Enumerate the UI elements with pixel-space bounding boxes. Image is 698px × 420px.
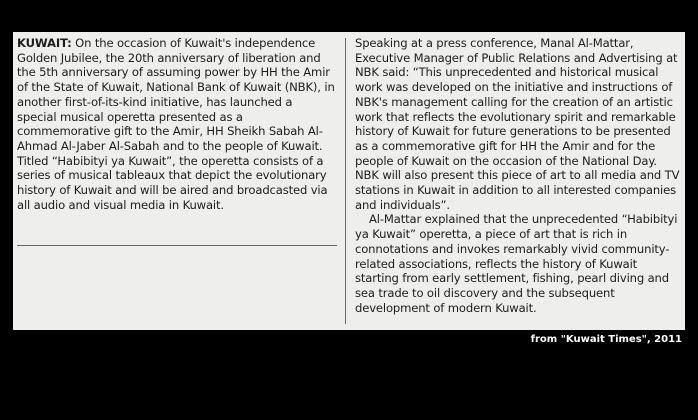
article-left-column xyxy=(17,36,335,212)
article-lead-text: On the occasion of Kuwait's independence Golden Jubilee, the 20th anniversary of liberation and the 5th anniversary of assuming power by HH the Amir of the State of Kuwait, National Bank of Kuwait (NBK), in another first-of-its-kind initiative, has launched a special musical operetta presented as a commemorative gift to the Amir, HH Sheikh Sabah Al-Ahmad Al-Jaber Al-Sabah and to the people of Kuwait. Titled “Habibityi ya Kuwait”, the operetta consists of a series of musical tableaux that depict the evolutionary history of Kuwait and will be aired and broadcasted via all audio and visual media in Kuwait. xyxy=(17,36,335,212)
article-dateline: KUWAIT: xyxy=(17,36,72,50)
article-lead-paragraph xyxy=(17,36,335,212)
source-caption: from "Kuwait Times", 2011 xyxy=(530,334,682,345)
article-right-column xyxy=(355,36,681,315)
column-end-rule xyxy=(17,245,337,246)
article-paragraph-quote: Speaking at a press conference, Manal Al-Mattar, Executive Manager of Public Relations and Advertising at NBK said: “This unprecedented and historical musical work was developed on the initiative and instructions of NBK's management calling for the creation of an artistic work that reflects the evolutionary spirit and remarkable history of Kuwait for future generations to be presented as a commemorative gift for HH the Amir and for the people of Kuwait on the occasion of the National Day. NBK will also present this piece of art to all media and TV stations in Kuwait in addition to all interested companies and individuals”. xyxy=(355,36,680,212)
newspaper-clipping xyxy=(13,32,685,330)
article-paragraph-explanation: Al-Mattar explained that the unprecedented “Habibityi ya Kuwait” operetta, a piece of art that is rich in connotations and invokes remarkably vivid community-related associations, reflects the history of Kuwait starting from early settlement, fishing, pearl diving and sea trade to oil discovery and the subsequent development of modern Kuwait. xyxy=(355,212,678,315)
column-divider xyxy=(345,38,346,324)
